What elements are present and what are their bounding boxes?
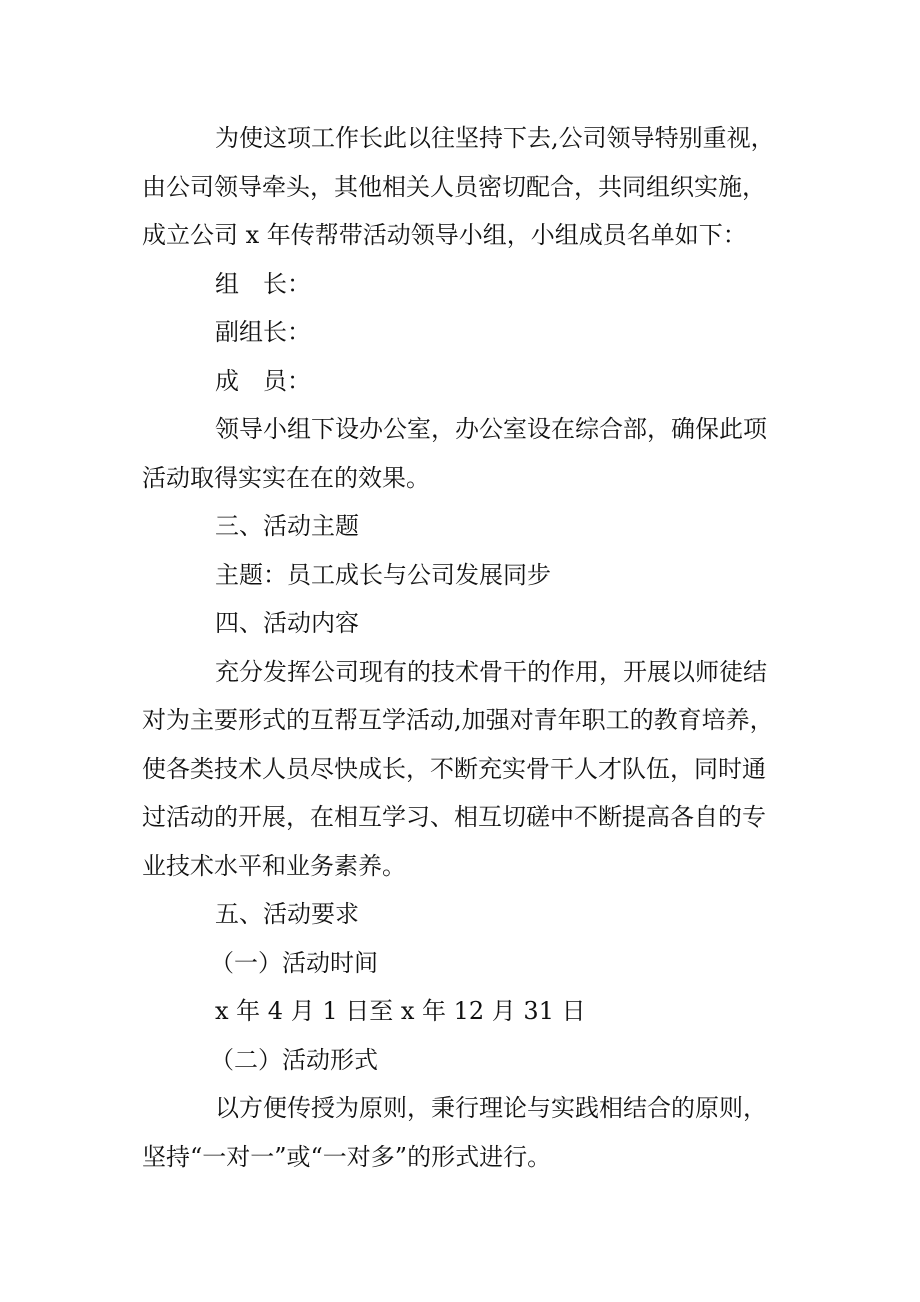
- theme-text: 主题：员工成长与公司发展同步: [215, 560, 551, 589]
- paragraph-line: 领导小组下设办公室，办公室设在综合部，确保此项: [215, 415, 767, 443]
- paragraph-format: [142, 1084, 792, 1181]
- section-heading-content: 四、活动内容: [215, 609, 359, 637]
- section-heading-theme: 三、活动主题: [215, 512, 359, 540]
- time-range: x 年 4 月 1 日至 x 年 12 月 31 日: [215, 997, 586, 1025]
- role-leader: 组 长：: [215, 269, 311, 298]
- paragraph-line: 活动取得实实在在的效果。: [142, 463, 430, 492]
- subheading-format: （二）活动形式: [210, 1045, 378, 1074]
- paragraph-line: 充分发挥公司现有的技术骨干的作用，开展以师徒结: [215, 657, 767, 686]
- role-members: 成 员：: [215, 366, 311, 395]
- paragraph-line: 成立公司 x 年传帮带活动领导小组，小组成员名单如下：: [142, 221, 747, 249]
- paragraph-office: [142, 405, 792, 502]
- paragraph-line: 由公司领导牵头，其他相关人员密切配合，共同组织实施，: [142, 172, 766, 201]
- paragraph-line: 对为主要形式的互帮互学活动,加强对青年职工的教育培养，: [142, 706, 774, 734]
- paragraph-content: [142, 648, 792, 891]
- document-body: [142, 114, 792, 1181]
- paragraph-line: 使各类技术人员尽快成长，不断充实骨干人才队伍，同时通: [142, 754, 766, 783]
- paragraph-leadership: [142, 114, 792, 260]
- paragraph-line: 为使这项工作长此以往坚持下去,公司领导特别重视，: [215, 124, 775, 152]
- role-deputy-leader: 副组长：: [215, 318, 311, 346]
- paragraph-line: 过活动的开展，在相互学习、相互切磋中不断提高各自的专: [142, 803, 766, 831]
- subheading-time: （一）活动时间: [210, 948, 378, 977]
- paragraph-line: 业技术水平和业务素养。: [142, 851, 406, 880]
- section-heading-requirements: 五、活动要求: [215, 900, 359, 928]
- paragraph-line: 以方便传授为原则，秉行理论与实践相结合的原则，: [215, 1094, 767, 1122]
- paragraph-line: 坚持“一对一”或“一对多”的形式进行。: [142, 1142, 552, 1171]
